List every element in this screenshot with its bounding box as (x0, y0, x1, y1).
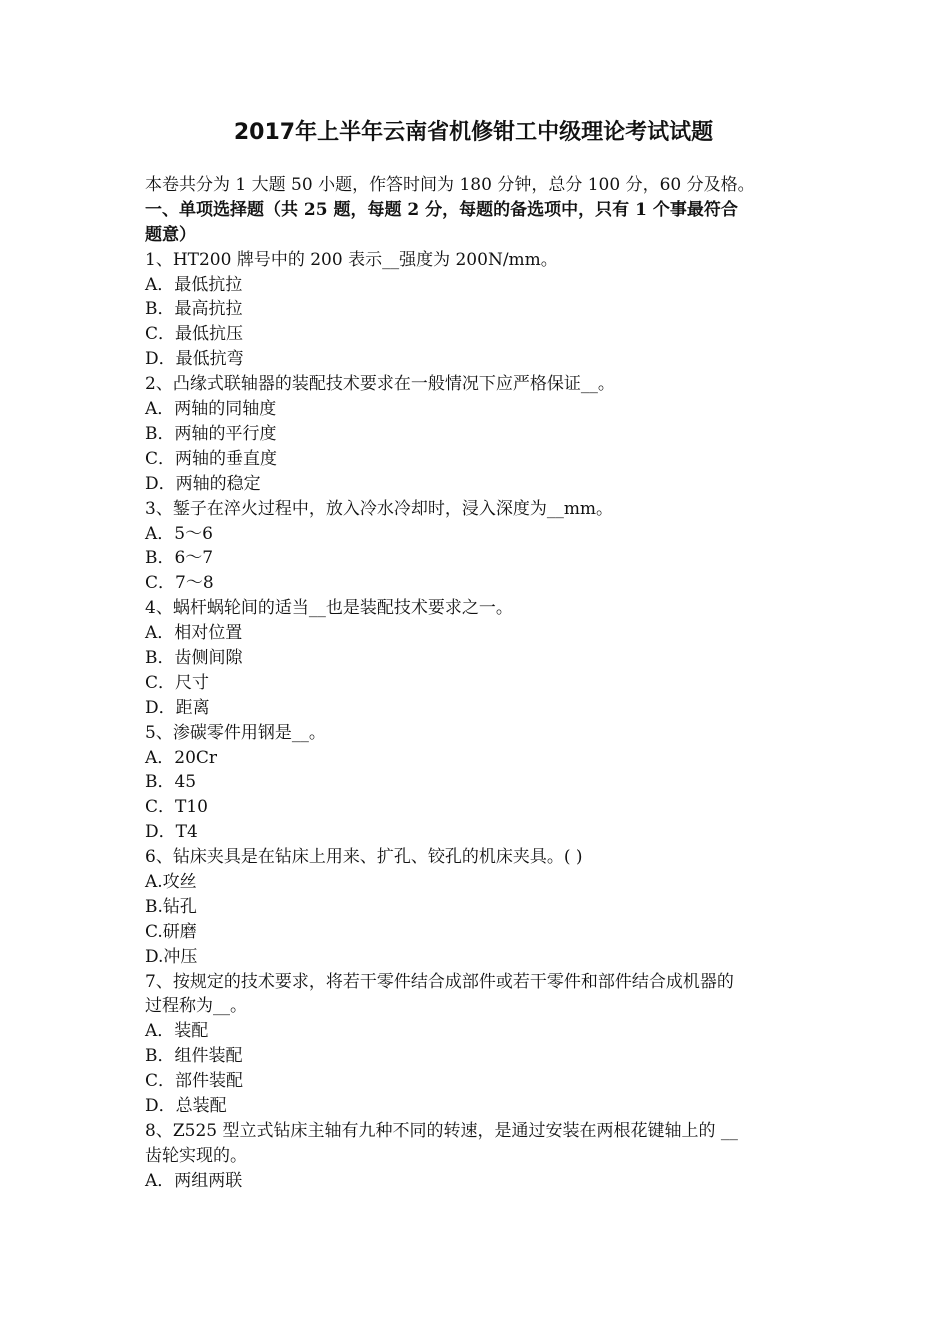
question-stem: 4、蜗杆蜗轮间的适当__也是装配技术要求之一。 (145, 598, 513, 619)
option-a: A.攻丝 (145, 871, 197, 892)
question-stem-continued: 齿轮实现的。 (145, 1145, 247, 1166)
question-5 (145, 721, 810, 845)
option-b: B．组件装配 (145, 1046, 243, 1067)
option-a: A．20Cr (145, 747, 218, 768)
section-heading-line-1: 一、单项选择题（共 25 题，每题 2 分，每题的备选项中，只有 1 个事最符合 (145, 199, 738, 220)
option-a: A．相对位置 (145, 623, 243, 644)
option-b: B.钻孔 (145, 896, 197, 917)
exam-intro: 本卷共分为 1 大题 50 小题，作答时间为 180 分钟，总分 100 分，60 分及格。 (145, 175, 755, 195)
option-b: B．齿侧间隙 (145, 647, 243, 668)
option-c: C．7～8 (145, 573, 214, 594)
question-8 (145, 1119, 810, 1194)
section-heading (145, 198, 810, 248)
question-stem: 2、凸缘式联轴器的装配技术要求在一般情况下应严格保证__。 (145, 374, 615, 395)
option-d: D．T4 (145, 822, 198, 843)
option-c: C．最低抗压 (145, 324, 244, 345)
question-stem: 6、钻床夹具是在钻床上用来、扩孔、铰孔的机床夹具。( ) (145, 847, 583, 868)
option-b: B．最高抗拉 (145, 299, 243, 320)
section-heading-line-2: 题意） (145, 224, 196, 245)
question-7 (145, 970, 810, 1119)
option-a: A．装配 (145, 1021, 209, 1042)
option-c: C．部件装配 (145, 1071, 244, 1092)
question-2 (145, 372, 810, 496)
option-a: A．两组两联 (145, 1170, 243, 1191)
option-b: B．45 (145, 772, 197, 793)
option-b: B．两轴的平行度 (145, 423, 277, 444)
question-stem: 1、HT200 牌号中的 200 表示__强度为 200N/mm。 (145, 249, 558, 270)
document-title: 2017年上半年云南省机修钳工中级理论考试试题 (233, 120, 714, 145)
question-stem: 7、按规定的技术要求，将若干零件结合成部件或若干零件和部件结合成机器的 (145, 971, 734, 992)
option-a: A．最低抗拉 (145, 274, 243, 295)
question-stem: 5、渗碳零件用钢是__。 (145, 722, 326, 743)
question-3 (145, 497, 810, 597)
option-d: D．最低抗弯 (145, 349, 244, 370)
document-page (145, 118, 810, 1194)
option-a: A．两轴的同轴度 (145, 399, 277, 420)
question-1 (145, 248, 810, 372)
option-d: D．距离 (145, 697, 210, 718)
option-b: B．6～7 (145, 548, 214, 569)
option-c: C.研磨 (145, 921, 197, 942)
option-d: D．总装配 (145, 1095, 227, 1116)
question-stem: 8、Z525 型立式钻床主轴有九种不同的转速，是通过安装在两根花键轴上的 __ (145, 1120, 738, 1141)
option-d: D.冲压 (145, 946, 198, 967)
question-4 (145, 596, 810, 720)
option-a: A．5～6 (145, 523, 213, 544)
question-stem-continued: 过程称为__。 (145, 996, 247, 1017)
option-c: C．T10 (145, 797, 208, 818)
question-6 (145, 845, 810, 969)
option-c: C．尺寸 (145, 672, 210, 693)
option-c: C．两轴的垂直度 (145, 448, 278, 469)
question-stem: 3、錾子在淬火过程中，放入冷水冷却时，浸入深度为__mm。 (145, 498, 614, 519)
option-d: D．两轴的稳定 (145, 473, 261, 494)
